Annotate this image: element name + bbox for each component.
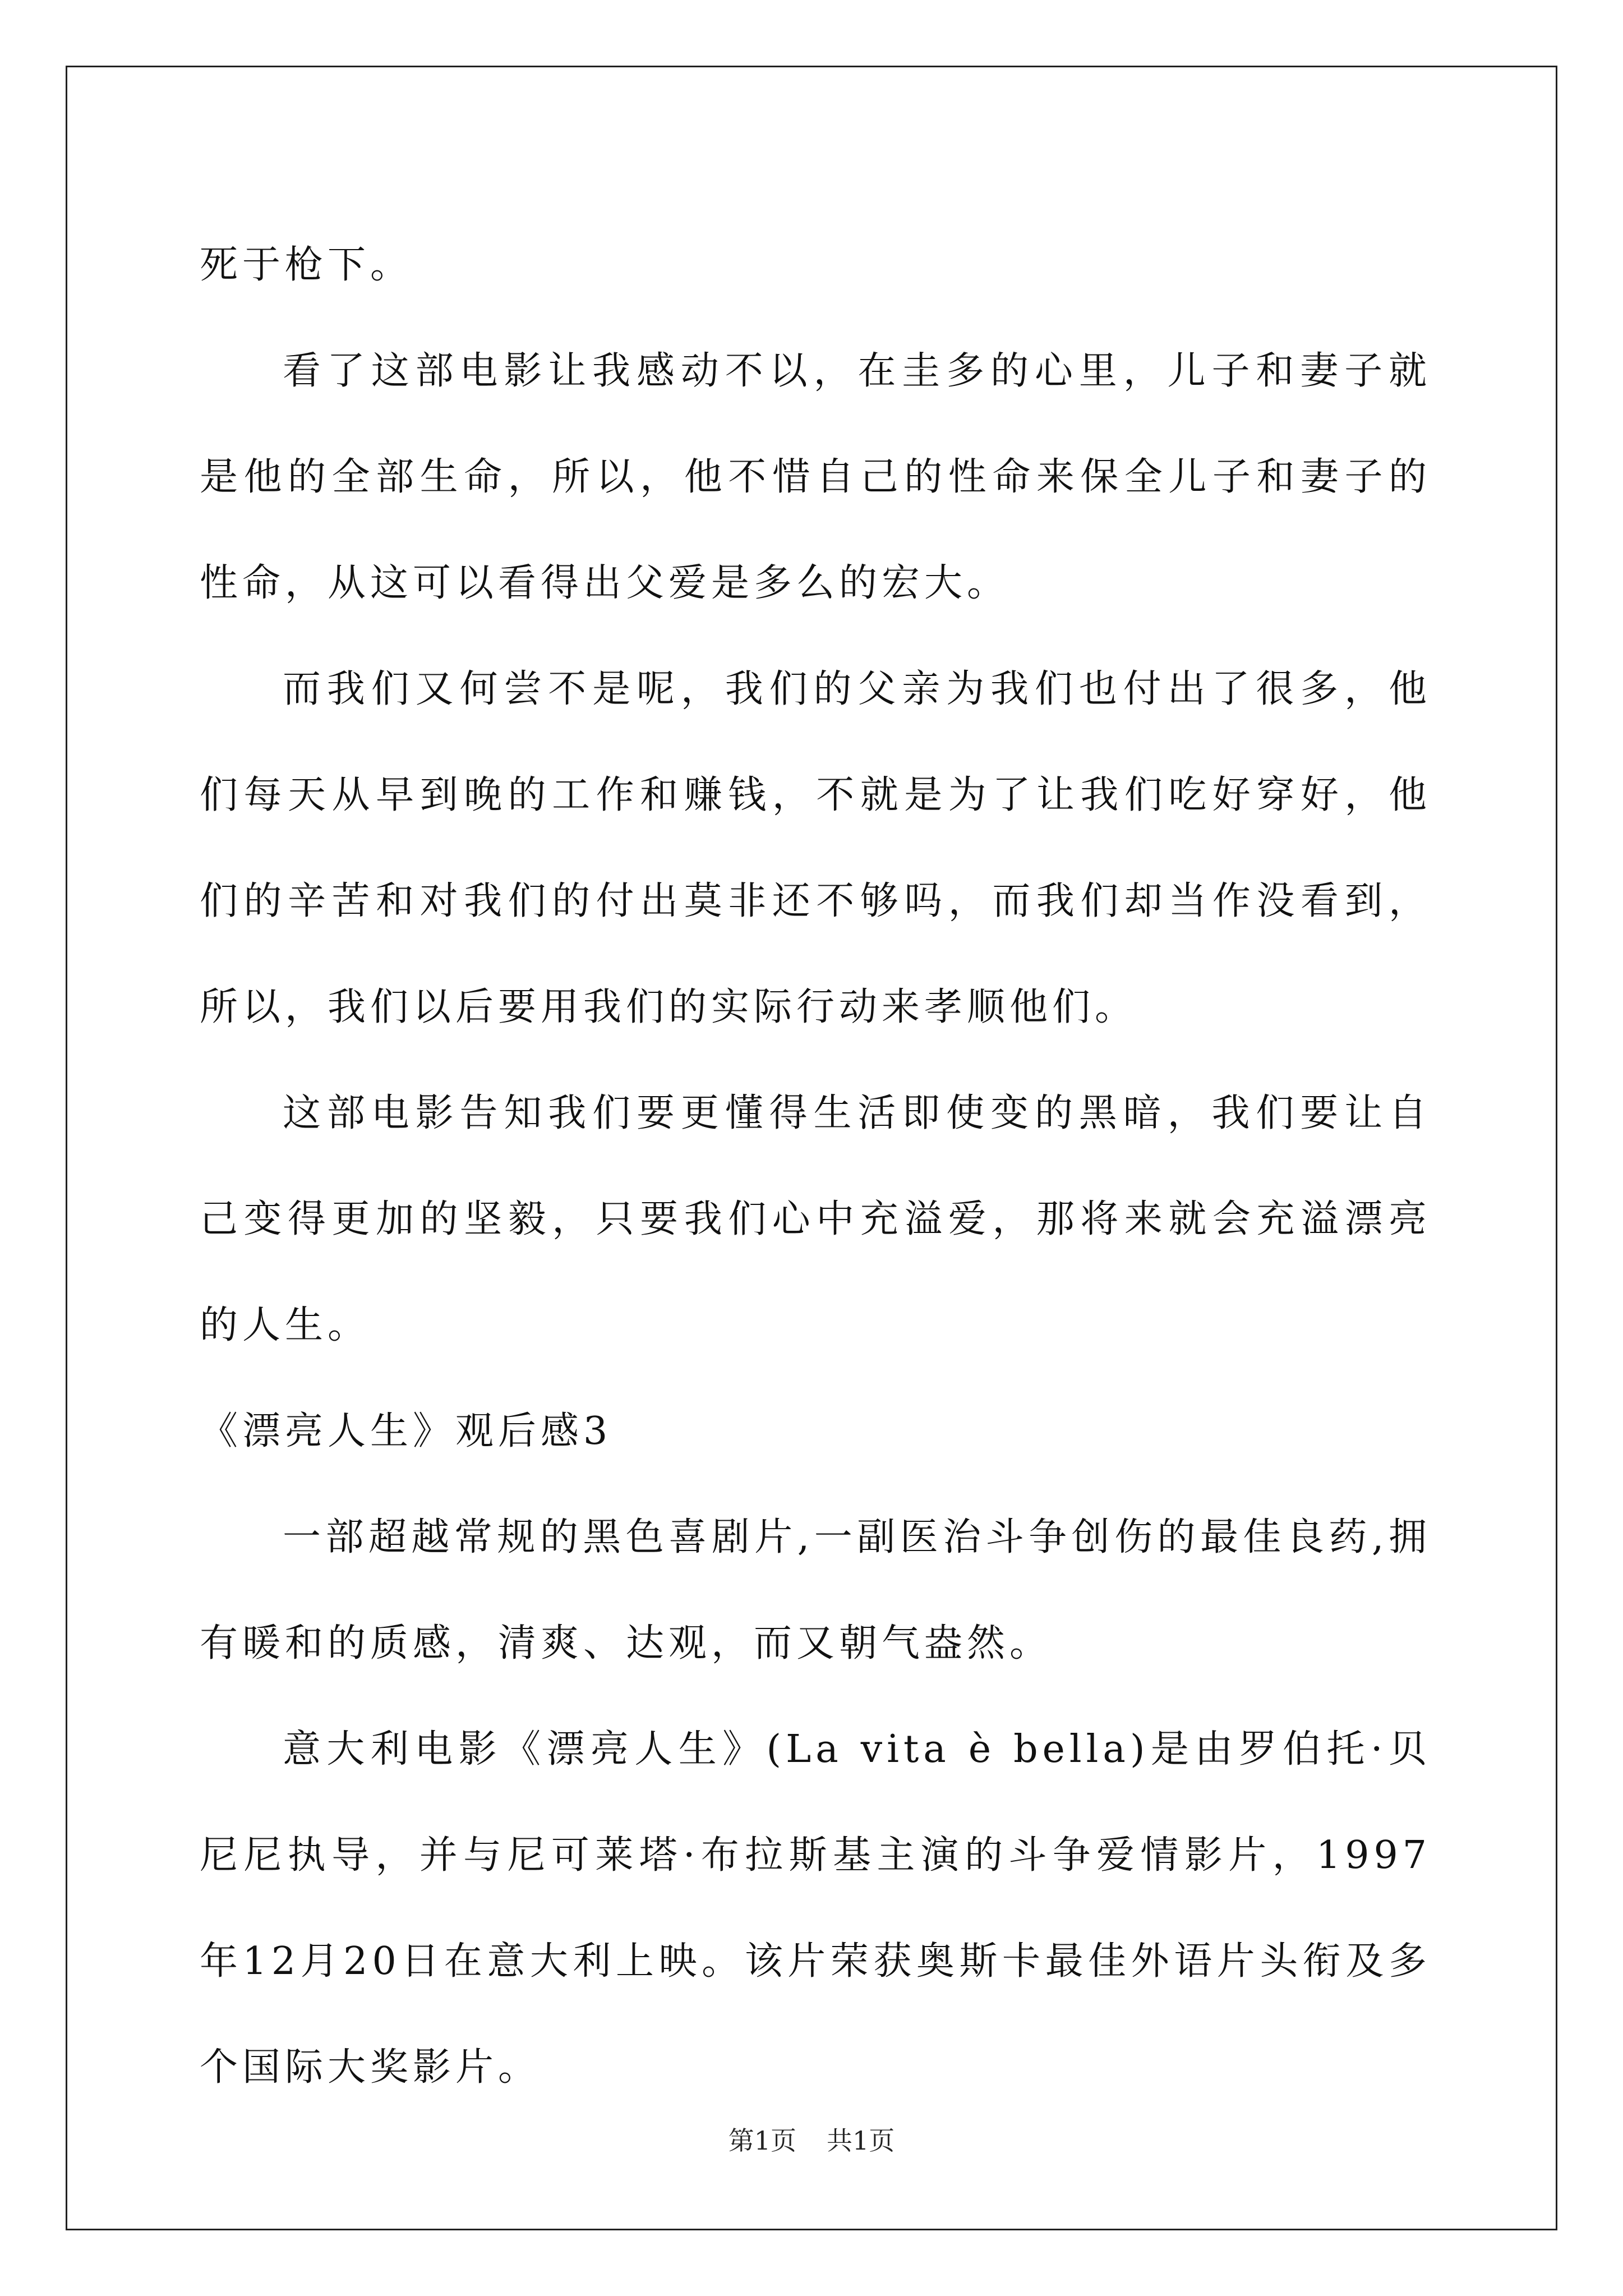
- page-footer: [0, 2124, 1623, 2157]
- section-title: 《漂亮人生》观后感3: [200, 1409, 612, 1453]
- document-body: [200, 212, 1431, 2120]
- page-number: 第1页: [728, 2125, 796, 2156]
- paragraph: 看了这部电影让我感动不以，在圭多的心里，儿子和妻子就是他的全部生命，所以，他不惜自己的性命来保全儿子和妻子的性命，从这可以看得出父爱是多么的宏大。: [200, 349, 1431, 605]
- paragraph: 一部超越常规的黑色喜剧片,一副医治斗争创伤的最佳良药,拥有暖和的质感，清爽、达观，而又朝气盎然。: [200, 1515, 1431, 1665]
- paragraph: 意大利电影《漂亮人生》(La vita è bella)是由罗伯托·贝尼尼执导，并与尼可莱塔·布拉斯基主演的斗争爱情影片，1997年12月20日在意大利上映。该片荣获奥斯卡最佳外语片头衔及多个国际大奖影片。: [200, 1727, 1431, 2090]
- paragraph: 这部电影告知我们要更懂得生活即使变的黑暗，我们要让自己变得更加的坚毅，只要我们心中充溢爱，那将来就会充溢漂亮的人生。: [200, 1091, 1431, 1347]
- paragraph: 死于枪下。: [200, 243, 413, 287]
- page-total: 共1页: [827, 2125, 895, 2156]
- paragraph: 而我们又何尝不是呢，我们的父亲为我们也付出了很多，他们每天从早到晚的工作和赚钱，不就是为了让我们吃好穿好，他们的辛苦和对我们的付出莫非还不够吗，而我们却当作没看到，所以，我们以后要用我们的实际行动来孝顺他们。: [200, 667, 1431, 1029]
